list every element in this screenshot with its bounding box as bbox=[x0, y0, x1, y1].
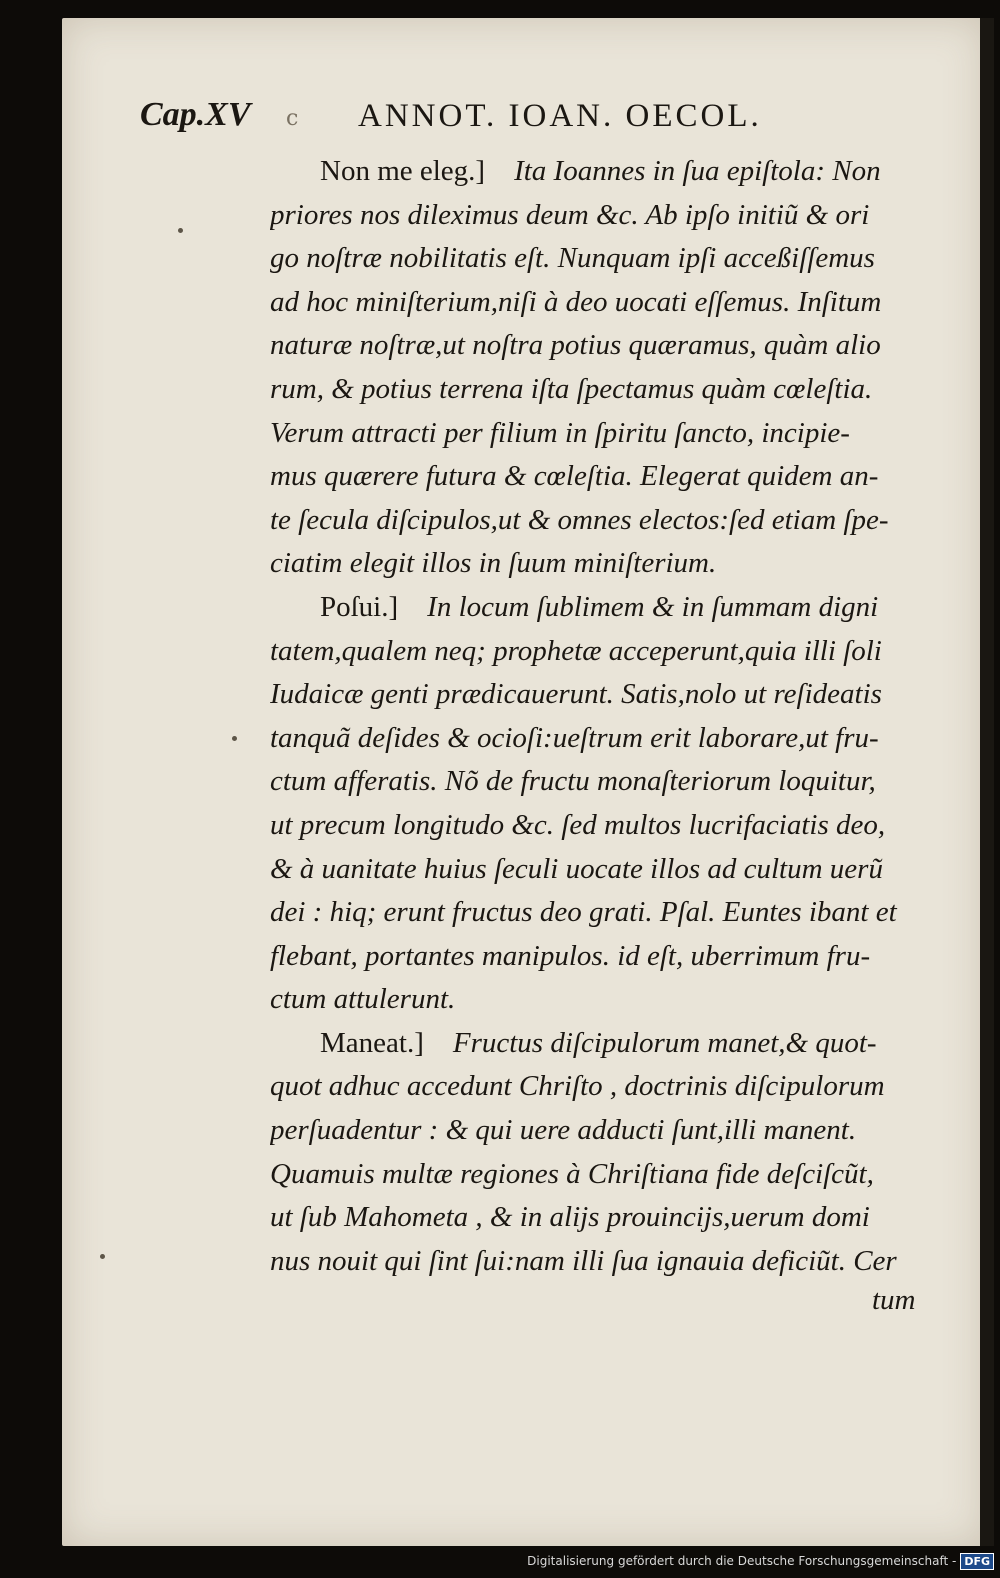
lemma: Maneat.] bbox=[320, 1026, 424, 1059]
page-header bbox=[140, 96, 940, 146]
line-text: rum, & potius terrena iſta ſpectamus quàm cœleſtia. bbox=[270, 372, 873, 405]
line-text: ad hoc miniſterium,niſi à deo uocati eſſemus. Inſitum bbox=[270, 285, 882, 318]
text-line bbox=[270, 978, 930, 1022]
text-line bbox=[270, 891, 930, 935]
line-text: mus quærere futura & cœleſtia. Elegerat quidem an- bbox=[270, 460, 879, 493]
line-text: te ſecula diſcipulos,ut & omnes electos:ſed etiam ſpe- bbox=[270, 503, 889, 536]
text-line bbox=[270, 1109, 930, 1153]
text-line bbox=[270, 368, 930, 412]
text-line bbox=[270, 281, 930, 325]
line-text: nus nouit qui ſint ſui:nam illi ſua ignauia deficiũt. Cer bbox=[270, 1244, 897, 1277]
line-text: Ita Ioannes in ſua epiſtola: Non bbox=[514, 155, 881, 187]
text-line bbox=[270, 935, 930, 979]
line-text: ciatim elegit illos in ſuum miniſterium. bbox=[270, 547, 717, 580]
line-text: Iudaicæ genti prædicauerunt. Satis,nolo ut reſideatis bbox=[270, 678, 882, 711]
text-line bbox=[270, 804, 930, 848]
line-text: & à uanitate huius ſeculi uocate illos ad cultum uerũ bbox=[270, 852, 883, 885]
line-text: ctum attulerunt. bbox=[270, 983, 456, 1016]
text-line bbox=[270, 455, 930, 499]
line-text: ut precum longitudo &c. ſed multos lucrifaciatis deo, bbox=[270, 808, 886, 841]
body-text bbox=[270, 150, 930, 1283]
text-line bbox=[270, 150, 930, 194]
margin-dot bbox=[178, 228, 183, 233]
catchword: tum bbox=[872, 1284, 916, 1316]
line-text: Fructus diſcipulorum manet,& quot- bbox=[452, 1026, 877, 1059]
text-line bbox=[270, 542, 930, 586]
digitization-footer bbox=[527, 1550, 994, 1572]
text-line bbox=[270, 717, 930, 761]
running-title: ANNOT. IOAN. OECOL. bbox=[358, 98, 762, 134]
line-text: ctum afferatis. Nõ de fructu monaſteriorum loquitur, bbox=[270, 765, 876, 798]
page-edge bbox=[980, 18, 994, 1546]
line-text: flebant, portantes manipulos. id eſt, uberrimum fru- bbox=[270, 939, 871, 972]
text-line bbox=[270, 237, 930, 281]
text-line bbox=[270, 630, 930, 674]
line-text: Quamuis multæ regiones à Chriſtiana fide deſciſcũt, bbox=[270, 1157, 874, 1190]
text-line bbox=[270, 412, 930, 456]
text-line bbox=[270, 1022, 930, 1066]
text-line bbox=[270, 1065, 930, 1109]
line-text: naturæ noſtræ,ut noſtra potius quæramus, quàm alio bbox=[270, 329, 881, 362]
lemma: Poſui.] bbox=[320, 590, 399, 623]
text-line bbox=[270, 848, 930, 892]
line-text: Verum attracti per filium in ſpiritu ſancto, incipie- bbox=[270, 416, 850, 449]
ornament-icon: c bbox=[286, 106, 299, 131]
text-line bbox=[270, 1240, 930, 1284]
dfg-logo: DFG bbox=[960, 1553, 994, 1570]
text-line bbox=[270, 673, 930, 717]
line-text: go noſtræ nobilitatis eſt. Nunquam ipſi acceßiſſemus bbox=[270, 242, 875, 275]
line-text: quot adhuc accedunt Chriſto , doctrinis diſcipulorum bbox=[270, 1070, 885, 1103]
text-line bbox=[270, 1153, 930, 1197]
line-text: priores nos dileximus deum &c. Ab ipſo initiũ & ori bbox=[270, 198, 870, 231]
line-text: tatem,qualem neq; prophetæ acceperunt,quia illi ſoli bbox=[270, 634, 882, 667]
text-line bbox=[270, 1196, 930, 1240]
line-text: ut ſub Mahometa , & in alijs prouincijs,uerum domi bbox=[270, 1201, 870, 1234]
margin-dot bbox=[232, 736, 237, 741]
footer-text: Digitalisierung gefördert durch die Deutsche Forschungsgemeinschaft - bbox=[527, 1554, 957, 1568]
text-line bbox=[270, 760, 930, 804]
line-text: dei : hiq; erunt fructus deo grati. Pſal. Euntes ibant et bbox=[270, 896, 897, 929]
text-line bbox=[270, 324, 930, 368]
line-text: In locum ſublimem & in ſummam digni bbox=[427, 590, 879, 623]
text-line bbox=[270, 194, 930, 238]
text-line bbox=[270, 499, 930, 543]
lemma: Non me eleg.] bbox=[320, 155, 486, 187]
margin-dot bbox=[100, 1254, 105, 1259]
line-text: perſuadentur : & qui uere adducti ſunt,illi manent. bbox=[270, 1114, 857, 1147]
text-line bbox=[270, 586, 930, 630]
line-text: tanquã deſides & ocioſi:ueſtrum erit laborare,ut fru- bbox=[270, 721, 879, 754]
chapter-label: Cap.XV bbox=[140, 96, 251, 133]
